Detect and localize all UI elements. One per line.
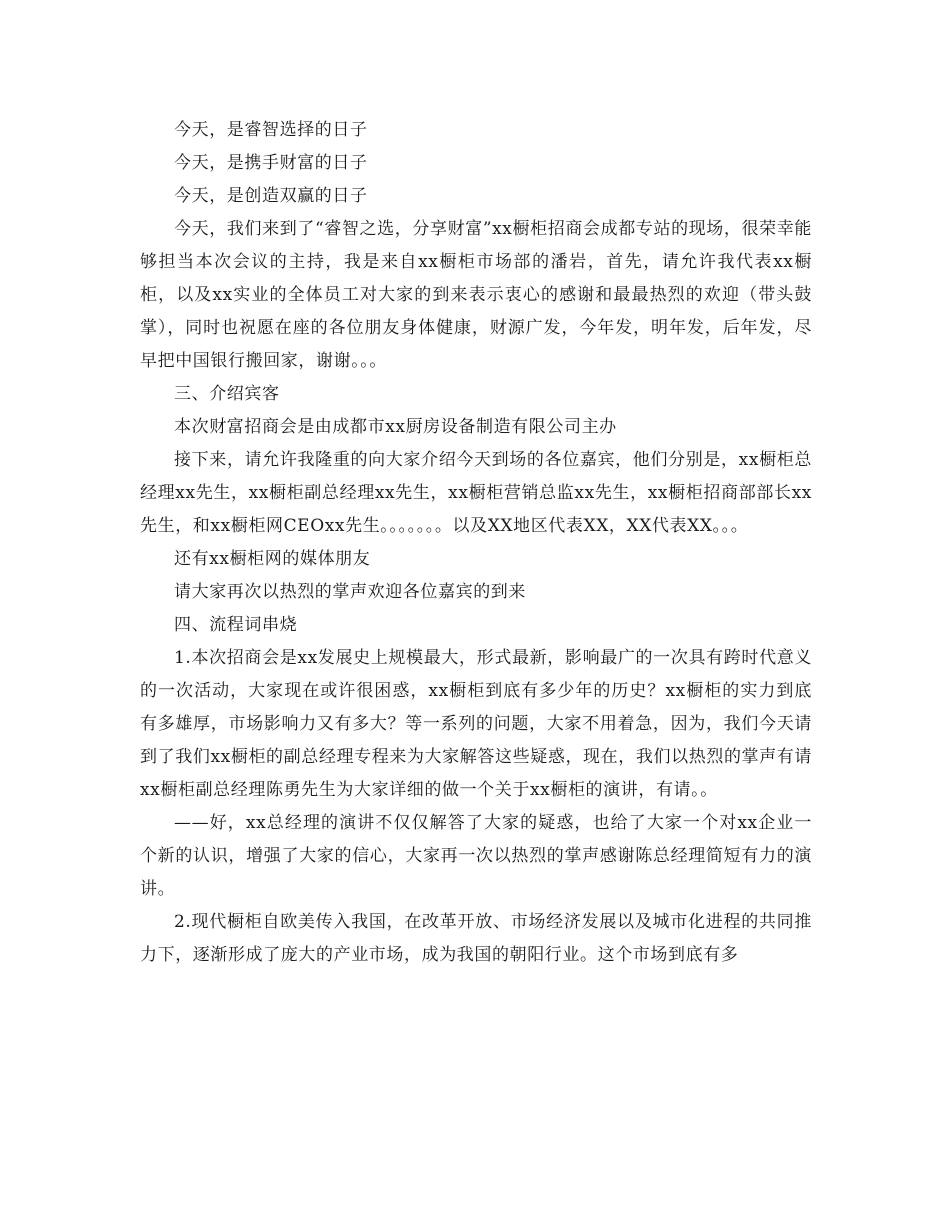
paragraph-speech-thanks: ——好，xx总经理的演讲不仅仅解答了大家的疑惑，也给了大家一个对xx企业一个新的认识，增强了大家的信心，大家再一次以热烈的掌声感谢陈总经理简短有力的演讲。 [140, 813, 812, 899]
paragraph-item-1: 1.本次招商会是xx发展史上规模最大，形式最新，影响最广的一次具有跨时代意义的一次活动，大家现在或许很困惑，xx橱柜到底有多少年的历史？xx橱柜的实力到底有多雄厚，市场影响力又有多大？等一系列的问题，大家不用着急，因为，我们今天请到了我们xx橱柜的副总经理专程来为大家解答这些疑惑，现在，我们以热烈的掌声有请xx橱柜副总经理陈勇先生为大家详细的做一个关于xx橱柜的演讲，有请。。 [140, 648, 812, 800]
section-heading-guests: 三、介绍宾客 [174, 384, 280, 404]
paragraph-item-2: 2.现代橱柜自欧美传入我国，在改革开放、市场经济发展以及城市化进程的共同推力下，逐渐形成了庞大的产业市场，成为我国的朝阳行业。这个市场到底有多 [140, 912, 812, 965]
paragraph-opening: 今天，我们来到了“睿智之选，分享财富”xx橱柜招商会成都专站的现场，很荣幸能够担当本次会议的主持，我是来自xx橱柜市场部的潘岩，首先，请允许我代表xx橱柜，以及xx实业的全体员工对大家的到来表示衷心的感谢和最最热烈的欢迎（带头鼓掌），同时也祝愿在座的各位朋友身体健康，财源广发，今年发，明年发，后年发，尽早把中国银行搬回家，谢谢。。。 [140, 219, 812, 371]
paragraph-organizer: 本次财富招商会是由成都市xx厨房设备制造有限公司主办 [174, 417, 617, 437]
paragraph-media: 还有xx橱柜网的媒体朋友 [174, 549, 371, 569]
paragraph-welcome: 请大家再次以热烈的掌声欢迎各位嘉宾的到来 [174, 582, 526, 602]
paragraph-greeting-1: 今天，是睿智选择的日子 [174, 120, 368, 140]
paragraph-greeting-2: 今天，是携手财富的日子 [174, 153, 368, 173]
paragraph-greeting-3: 今天，是创造双赢的日子 [174, 186, 368, 206]
document-body [140, 114, 812, 972]
section-heading-flow: 四、流程词串烧 [174, 615, 298, 635]
paragraph-guest-intro: 接下来，请允许我隆重的向大家介绍今天到场的各位嘉宾，他们分别是，xx橱柜总经理xx先生，xx橱柜副总经理xx先生，xx橱柜营销总监xx先生，xx橱柜招商部部长xx先生，和xx橱柜网CEOxx先生。。。。。。。以及XX地区代表XX，XX代表XX。。。 [140, 450, 812, 536]
